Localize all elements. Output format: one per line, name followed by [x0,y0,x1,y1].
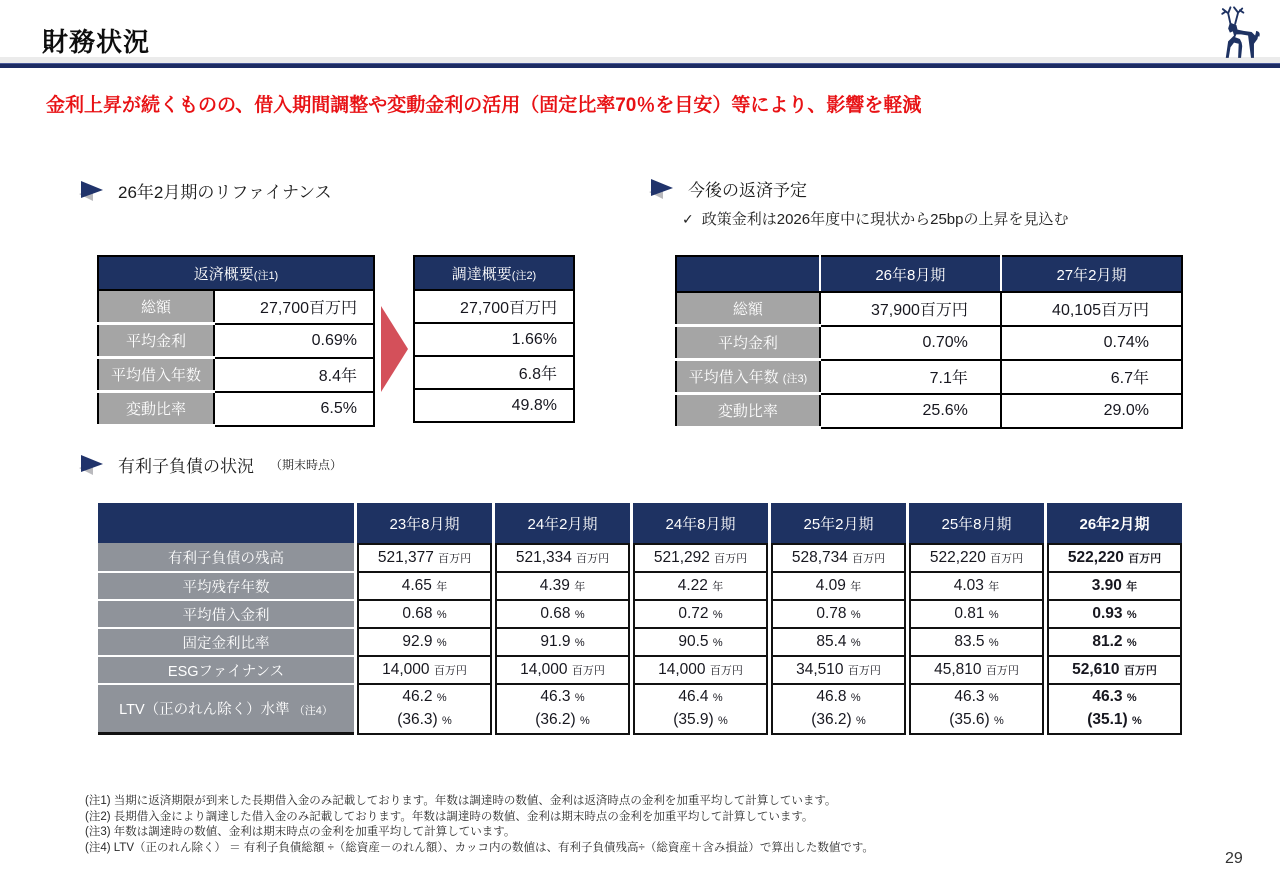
cell: 46.4 % (35.9) % [633,685,768,735]
table-header-row [98,503,1182,543]
table-row [98,657,1182,685]
debt-status-table [95,503,1185,735]
footnotes [85,794,874,856]
row-label: 平均借入金利 [98,601,354,629]
cell: 6.8年 [414,356,574,389]
cell: 46.8 % (36.2) % [771,685,906,735]
cell-current: 52,610 百万円 [1047,657,1182,685]
row-label-text: 平均借入年数 [688,369,779,386]
cell: 6.5% [214,392,374,426]
cell: 0.78 % [771,601,906,629]
row-label: ESGファイナンス [98,657,354,685]
row-label [676,360,820,394]
cell: 4.03 年 [909,573,1044,601]
column-header: 26年8月期 [820,256,1001,292]
cell: 522,220 百万円 [909,543,1044,573]
row-label: 総額 [98,290,214,324]
table-header-row [98,256,374,290]
section-debt-header [78,452,342,477]
cell: 46.3 % (36.2) % [495,685,630,735]
section-debt-suffix: （期末時点） [270,458,343,472]
row-label: 有利子負債の残高 [98,543,354,573]
table-title-note: (注2) [511,269,537,282]
table-row [98,573,1182,601]
table-title-text: 調達概要 [451,265,512,283]
column-header: 27年2月期 [1001,256,1182,292]
header-rule [0,63,1280,68]
column-header-current: 26年2月期 [1047,503,1182,543]
cell: 0.70% [820,326,1001,360]
table-row [98,601,1182,629]
cell: 37,900百万円 [820,292,1001,326]
table-row [414,389,574,422]
cell: 46.2 % (36.3) % [357,685,492,735]
table-row [414,356,574,389]
footnote: (注3) 年数は調達時の数値、金利は期末時点の金利を加重平均して計算しています。 [85,826,516,838]
cell-current: 522,220 百万円 [1047,543,1182,573]
cell: 4.65 年 [357,573,492,601]
table-row [414,323,574,356]
row-label: 変動比率 [98,392,214,426]
row-label: 平均金利 [98,324,214,358]
policy-rate-note-text: 政策金利は2026年度中に現状から25bpの上昇を見込む [701,211,1069,228]
cell: 29.0% [1001,394,1182,428]
table-row [98,324,374,358]
cell: 92.9 % [357,629,492,657]
cell-current: 0.93 % [1047,601,1182,629]
cell: 85.4 % [771,629,906,657]
procurement-summary-table [413,255,575,423]
table-row [98,392,374,426]
cell: 45,810 百万円 [909,657,1044,685]
table-row [676,360,1182,394]
column-header: 23年8月期 [357,503,492,543]
corner-cell [676,256,820,292]
cell: 4.22 年 [633,573,768,601]
table-row [676,292,1182,326]
footnote: (注2) 長期借入金により調達した借入金のみ記載しております。年数は調達時の数値、金利は期末時点の金利を加重平均して計算しています。 [85,810,814,823]
row-label-text: LTV（正のれん除く）水準 [119,702,290,718]
cell: 0.72 % [633,601,768,629]
table-row [98,358,374,392]
footnote: (注1) 当期に返済期限が到来した長期借入金のみ記載しております。年数は調達時の数値、金利は返済時点の金利を加重平均して計算しています。 [85,795,837,807]
cell: 0.81 % [909,601,1044,629]
cell: 521,292 百万円 [633,543,768,573]
cell: 27,700百万円 [414,290,574,323]
section-marker-icon [78,454,104,475]
page-number: 29 [1225,850,1243,867]
section-debt-title: 有利子負債の状況 [118,457,254,476]
table-row [98,685,1182,735]
column-header: 24年2月期 [495,503,630,543]
check-icon: ✓ [682,211,694,227]
table-row [98,543,1182,573]
row-label: 固定金利比率 [98,629,354,657]
table-title [414,256,574,290]
cell: 40,105百万円 [1001,292,1182,326]
cell: 90.5 % [633,629,768,657]
headline: 金利上昇が続くものの、借入期間調整や変動金利の活用（固定比率70％を目安）等により、影響を軽減 [46,95,922,116]
table-title [98,256,374,290]
cell: 4.39 年 [495,573,630,601]
cell: 528,734 百万円 [771,543,906,573]
page-title: 財務状況 [42,27,151,57]
table-row [676,326,1182,360]
cell: 14,000 百万円 [495,657,630,685]
cell-current: 81.2 % [1047,629,1182,657]
cell: 14,000 百万円 [357,657,492,685]
section-refinance-title: 26年2月期のリファイナンス [118,183,332,202]
cell: 6.7年 [1001,360,1182,394]
cell: 521,334 百万円 [495,543,630,573]
cell: 14,000 百万円 [633,657,768,685]
right-arrow-icon [381,306,408,392]
cell: 83.5 % [909,629,1044,657]
cell: 27,700百万円 [214,290,374,324]
table-row [414,290,574,323]
footnote: (注4) LTV（正のれん除く） ＝ 有利子負債総額 ÷（総資産－のれん額）、カッコ内の数値は、有利子負債残高÷（総資産＋含み損益）で算出した数値です。 [85,841,874,854]
row-label: 平均借入年数 [98,358,214,392]
cell: 25.6% [820,394,1001,428]
cell: 0.68 % [495,601,630,629]
cell: 91.9 % [495,629,630,657]
cell: 7.1年 [820,360,1001,394]
row-label: 平均金利 [676,326,820,360]
cell: 34,510 百万円 [771,657,906,685]
row-label: 総額 [676,292,820,326]
cell: 0.74% [1001,326,1182,360]
column-header: 24年8月期 [633,503,768,543]
cell: 8.4年 [214,358,374,392]
repayment-schedule-table [675,255,1183,429]
cell: 0.68 % [357,601,492,629]
deer-logo-icon [1203,5,1265,59]
repayment-summary-table [97,255,375,427]
section-marker-icon [78,180,104,201]
cell: 521,377 百万円 [357,543,492,573]
table-title-text: 返済概要 [193,265,254,283]
row-label: 平均残存年数 [98,573,354,601]
table-header-row [676,256,1182,292]
corner-cell [98,503,354,543]
policy-rate-note [682,208,1068,229]
cell: 46.3 % (35.6) % [909,685,1044,735]
column-header: 25年8月期 [909,503,1044,543]
section-future-header [648,176,807,201]
table-header-row [414,256,574,290]
table-title-note: (注1) [253,269,279,282]
row-label: 変動比率 [676,394,820,428]
column-header: 25年2月期 [771,503,906,543]
cell: 1.66% [414,323,574,356]
table-row [98,629,1182,657]
cell: 0.69% [214,324,374,358]
section-refinance-header [78,178,332,203]
cell: 4.09 年 [771,573,906,601]
cell: 49.8% [414,389,574,422]
section-future-title: 今後の返済予定 [688,181,807,200]
table-row [676,394,1182,428]
row-label-note: （注4） [293,705,333,717]
cell-current: 3.90 年 [1047,573,1182,601]
row-label-note: (注3) [782,373,808,385]
table-row [98,290,374,324]
cell-current: 46.3 % (35.1) % [1047,685,1182,735]
row-label [98,685,354,735]
section-marker-icon [648,178,674,199]
